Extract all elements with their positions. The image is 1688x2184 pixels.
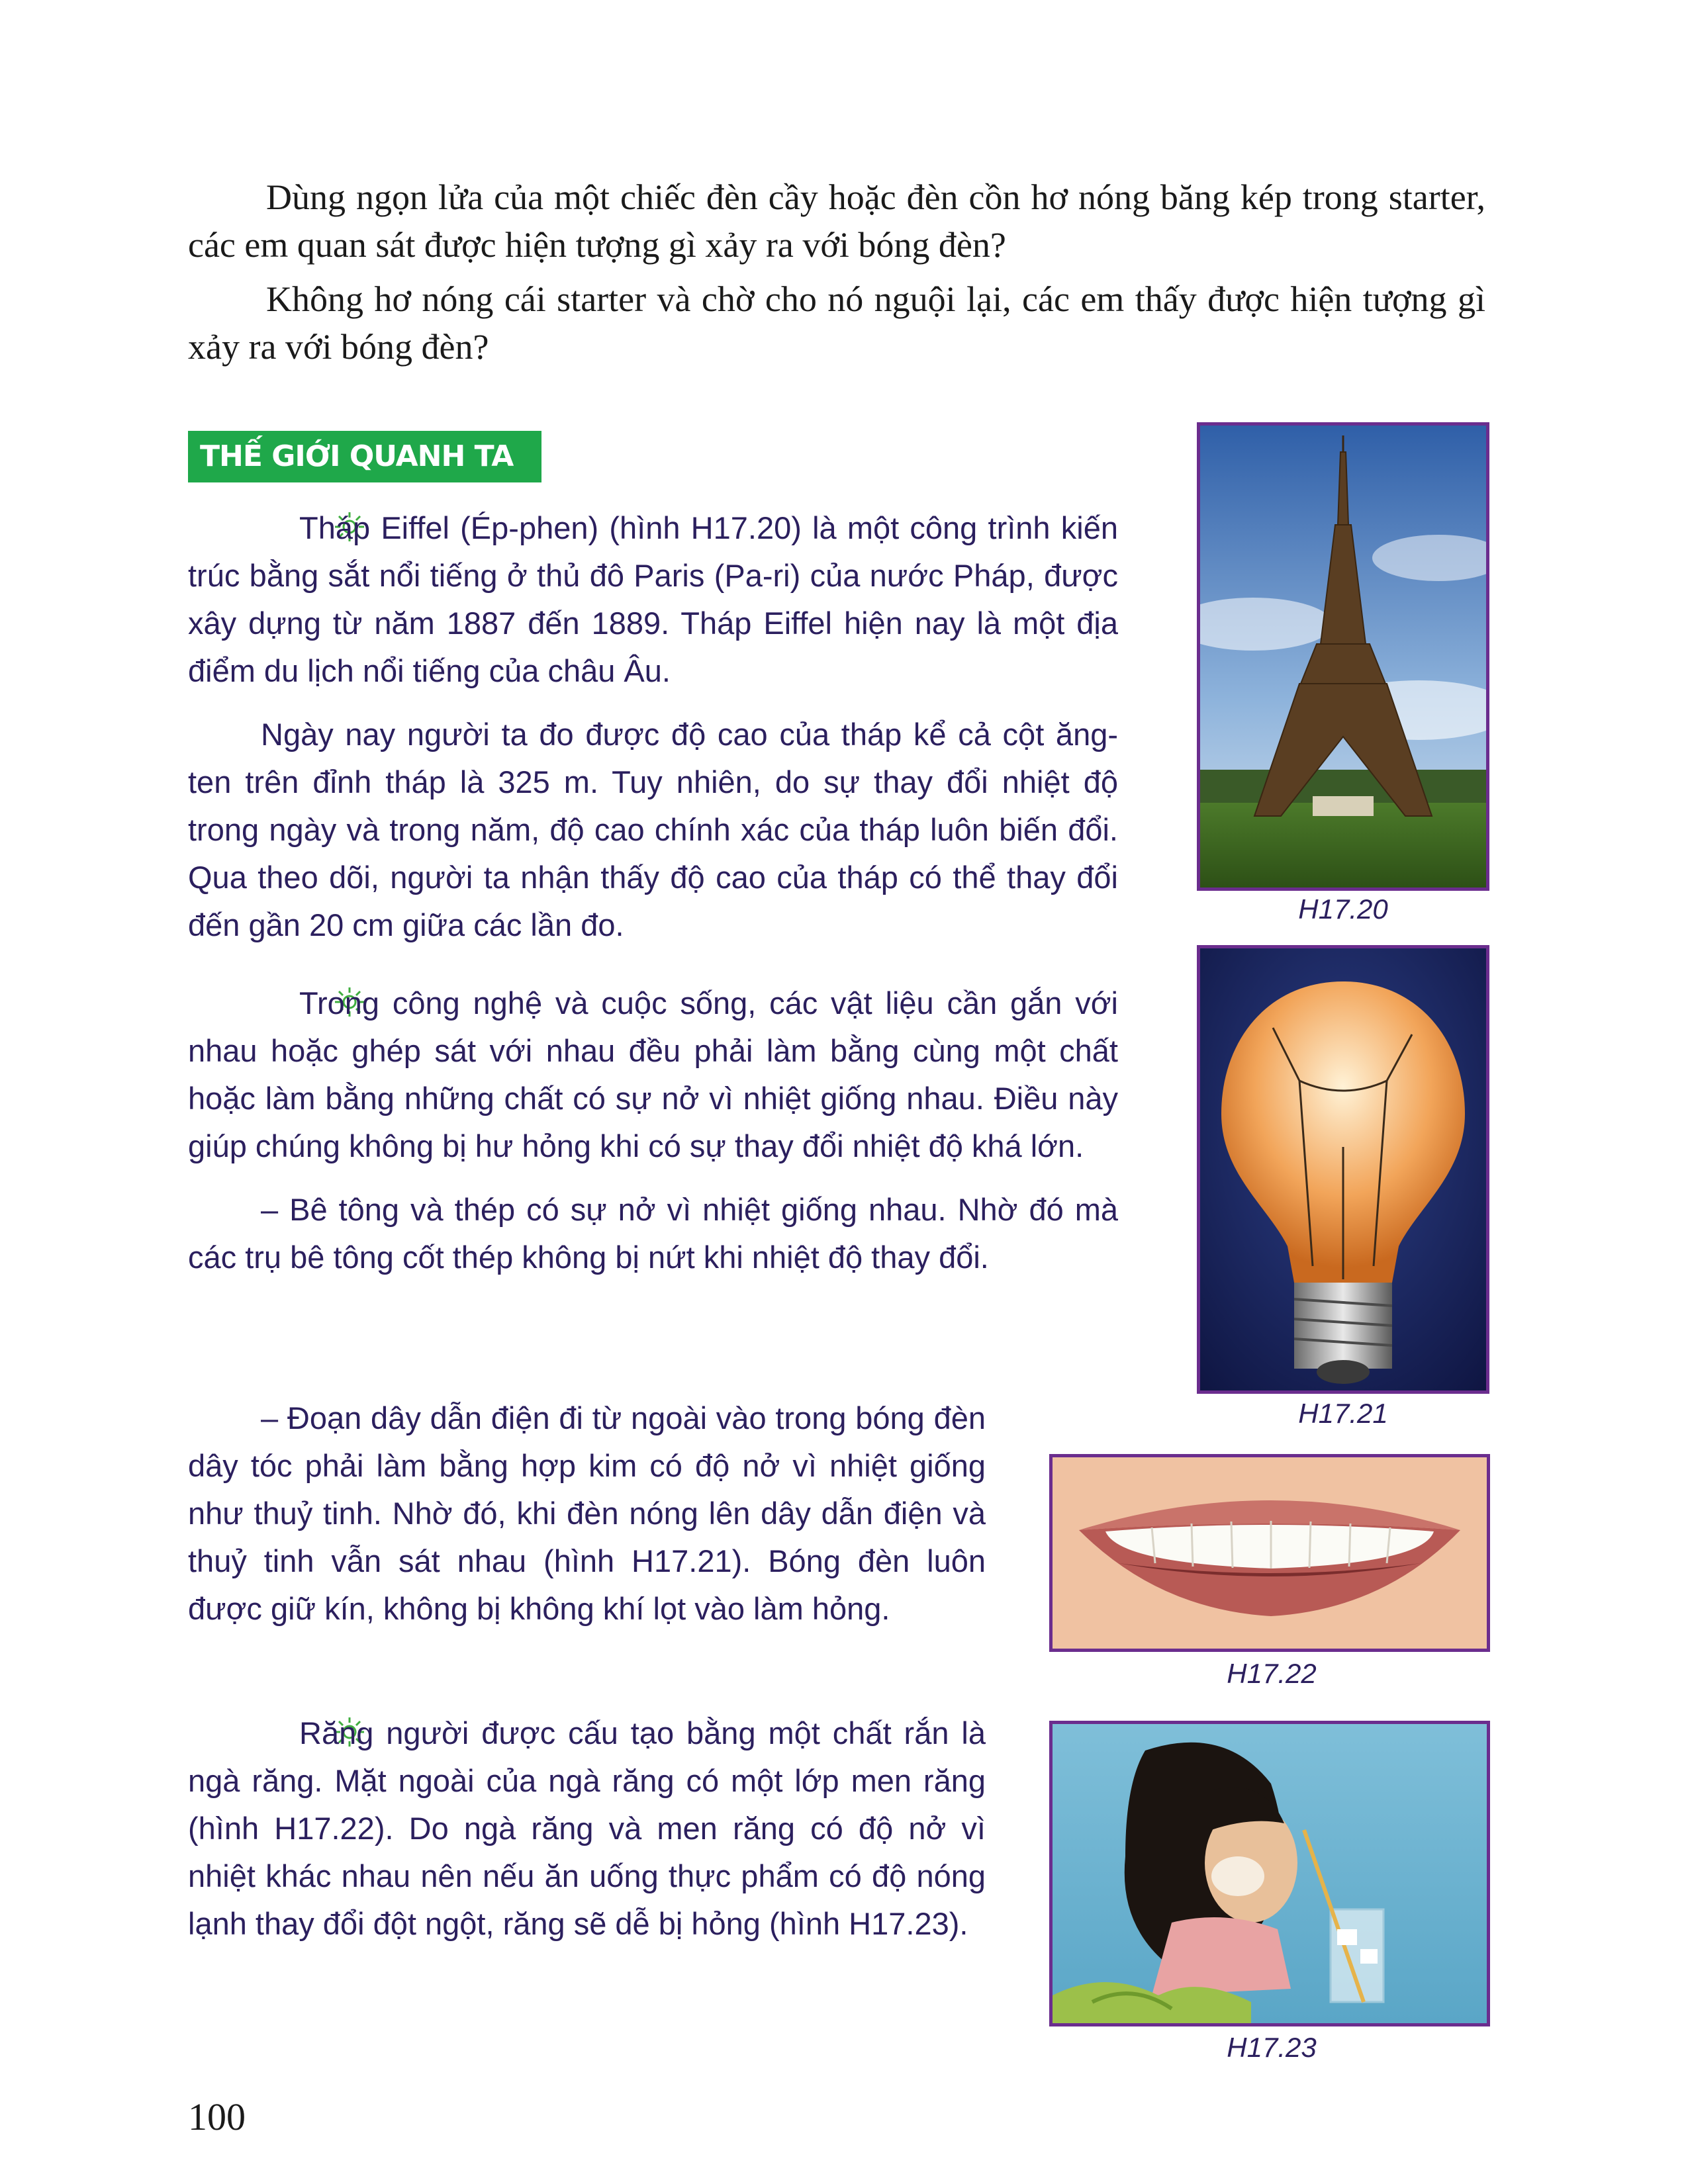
figure-caption-h1722: H17.22 [1227, 1658, 1317, 1689]
materials-paragraph-3: – Đoạn dây dẫn điện đi từ ngoài vào trong bóng đèn dây tóc phải làm bằng hợp kim có độ nở vì nhiệt giống như thuỷ tinh. Nhờ đó, khi đèn nóng lên dây dẫn điện và thuỷ tinh vẫn sát nhau (hình H17.21). Bóng đèn luôn được giữ kín, không bị không khí lọt vào làm hỏng. [188, 1400, 986, 1626]
wire-text [188, 1394, 986, 1633]
figure-caption-h1720: H17.20 [1298, 893, 1388, 925]
girl-drinking-photo [1049, 1721, 1490, 2026]
eiffel-text [188, 504, 1118, 949]
materials-paragraph-2: – Bê tông và thép có sự nở vì nhiệt giống nhau. Nhờ đó mà các trụ bê tông cốt thép không bị nứt khi nhiệt độ thay đổi. [188, 1192, 1118, 1275]
sun-bullet-icon [261, 508, 293, 540]
intro-section [188, 173, 1485, 377]
light-bulb-photo [1197, 945, 1489, 1394]
page-number: 100 [188, 2095, 246, 2138]
figure-caption-h1721: H17.21 [1298, 1398, 1388, 1429]
eiffel-paragraph-2: Ngày nay người ta đo được độ cao của tháp kể cả cột ăng-ten trên đỉnh tháp là 325 m. Tuy nhiên, do sự thay đổi nhiệt độ trong ngày và trong năm, độ cao chính xác của tháp luôn biến đổi. Qua theo dõi, người ta nhận thấy độ cao của tháp có thể thay đổi đến gần 20 cm giữa các lần đo. [188, 717, 1118, 942]
smile-teeth-photo [1049, 1454, 1490, 1652]
eiffel-tower-photo [1197, 422, 1489, 891]
section-heading: THẾ GIỚI QUANH TA [188, 431, 541, 482]
figure-caption-h1723: H17.23 [1227, 2032, 1317, 2063]
teeth-text [188, 1709, 986, 1948]
teeth-paragraph-1: Răng người được cấu tạo bằng một chất rắn là ngà răng. Mặt ngoài của ngà răng có một lớp men răng (hình H17.22). Do ngà răng và men răng có độ nở vì nhiệt khác nhau nên nếu ăn uống thực phẩm có độ nóng lạnh thay đổi đột ngột, răng sẽ dễ bị hỏng (hình H17.23). [188, 1709, 986, 1948]
sun-bullet-icon [261, 1713, 293, 1745]
sun-bullet-icon [261, 983, 293, 1015]
intro-paragraph-1: Dùng ngọn lửa của một chiếc đèn cầy hoặc đèn cồn hơ nóng băng kép trong starter, các em quan sát được hiện tượng gì xảy ra với bóng đèn? [188, 177, 1485, 265]
materials-paragraph-1: Trong công nghệ và cuộc sống, các vật liệu cần gắn với nhau hoặc ghép sát với nhau đều phải làm bằng cùng một chất hoặc làm bằng những chất có sự nở vì nhiệt giống nhau. Điều này giúp chúng không bị hư hỏng khi có sự thay đổi nhiệt độ khá lớn. [188, 979, 1118, 1170]
eiffel-paragraph-1: Tháp Eiffel (Ép-phen) (hình H17.20) là một công trình kiến trúc bằng sắt nổi tiếng ở thủ đô Paris (Pa-ri) của nước Pháp, được xây dựng từ năm 1887 đến 1889. Tháp Eiffel hiện nay là một địa điểm du lịch nổi tiếng của châu Âu. [188, 504, 1118, 695]
materials-text [188, 979, 1118, 1281]
intro-paragraph-2: Không hơ nóng cái starter và chờ cho nó nguội lại, các em thấy được hiện tượng gì xảy ra với bóng đèn? [188, 279, 1485, 367]
